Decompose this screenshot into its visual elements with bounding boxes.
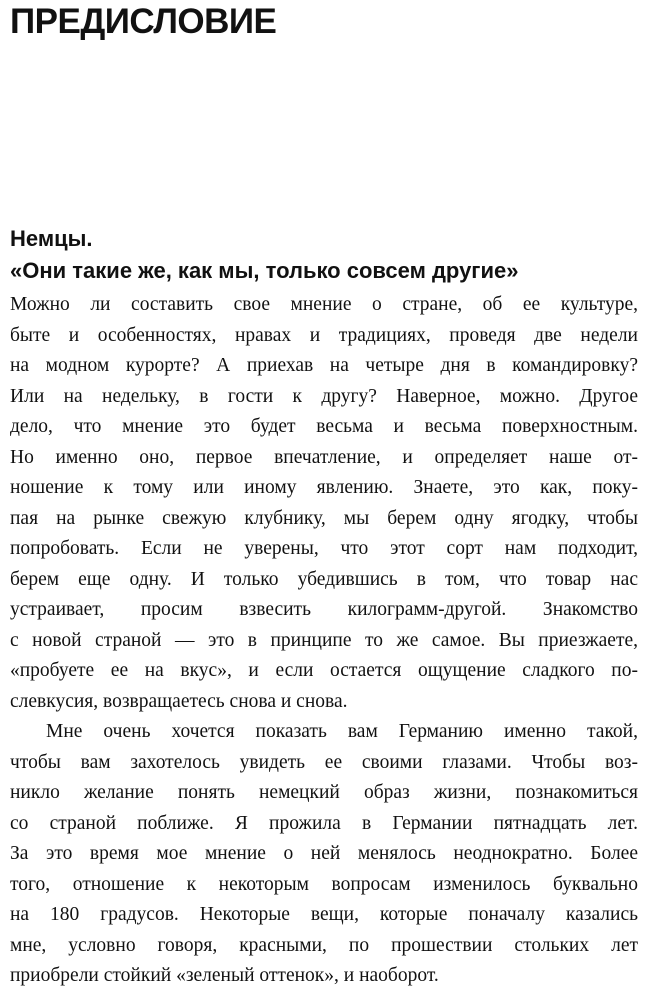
text-line: на модном курорте? А приехав на четыре дня в командировку? (10, 355, 638, 376)
section-heading-line-1: Немцы. (10, 226, 93, 251)
text-line: чтобы вам захотелось увидеть ее своими глазами. Чтобы воз- (10, 751, 638, 773)
text-line: устраивает, просим взвесить килограмм-другой. Знакомство (10, 599, 638, 620)
text-line: Можно ли составить свое мнение о стране, об ее культуре, (10, 294, 638, 315)
section-heading (10, 223, 640, 287)
text-line: того, отношение к некоторым вопросам изменилось буквально (10, 873, 638, 895)
chapter-title: ПРЕДИСЛОВИЕ (10, 2, 277, 41)
text-line: мне, условно говоря, красными, по прошествии стольких лет (10, 934, 638, 956)
text-line: быте и особенностях, нравах и традициях, проведя две недели (10, 324, 638, 346)
text-line: пая на рынке свежую клубнику, мы берем одну ягодку, чтобы (10, 507, 638, 529)
paragraph (10, 717, 638, 992)
section-heading-line-2: «Они такие же, как мы, только совсем другие» (10, 258, 519, 283)
text-line: попробовать. Если не уверены, что этот сорт нам подходит, (10, 538, 638, 559)
text-line: Или на недельку, в гости к другу? Наверное, можно. Другое (10, 385, 638, 407)
text-line: на 180 градусов. Некоторые вещи, которые поначалу казались (10, 904, 638, 925)
text-line: приобрели стойкий «зеленый оттенок», и наоборот. (10, 965, 439, 986)
text-line: никло желание понять немецкий образ жизни, познакомиться (10, 782, 638, 803)
text-line: «пробуете ее на вкус», и если остается ощущение сладкого по- (10, 660, 638, 681)
text-line: За это время мое мнение о ней менялось неоднократно. Более (10, 843, 638, 864)
text-line: ношение к тому или иному явлению. Знаете, это как, поку- (10, 477, 638, 498)
body-text (10, 290, 638, 992)
text-line: слевкусия, возвращаетесь снова и снова. (10, 690, 348, 712)
text-line: берем еще одну. И только убедившись в том, что товар нас (10, 568, 638, 590)
text-line: Но именно оно, первое впечатление, и определяет наше от- (10, 446, 638, 468)
paragraph (10, 290, 638, 717)
text-line: со страной поближе. Я прожила в Германии пятнадцать лет. (10, 812, 638, 834)
text-line: дело, что мнение это будет весьма и весьма поверхностным. (10, 416, 638, 437)
text-line: с новой страной — это в принципе то же самое. Вы приезжаете, (10, 629, 638, 651)
text-line: Мне очень хочется показать вам Германию именно такой, (46, 721, 638, 742)
